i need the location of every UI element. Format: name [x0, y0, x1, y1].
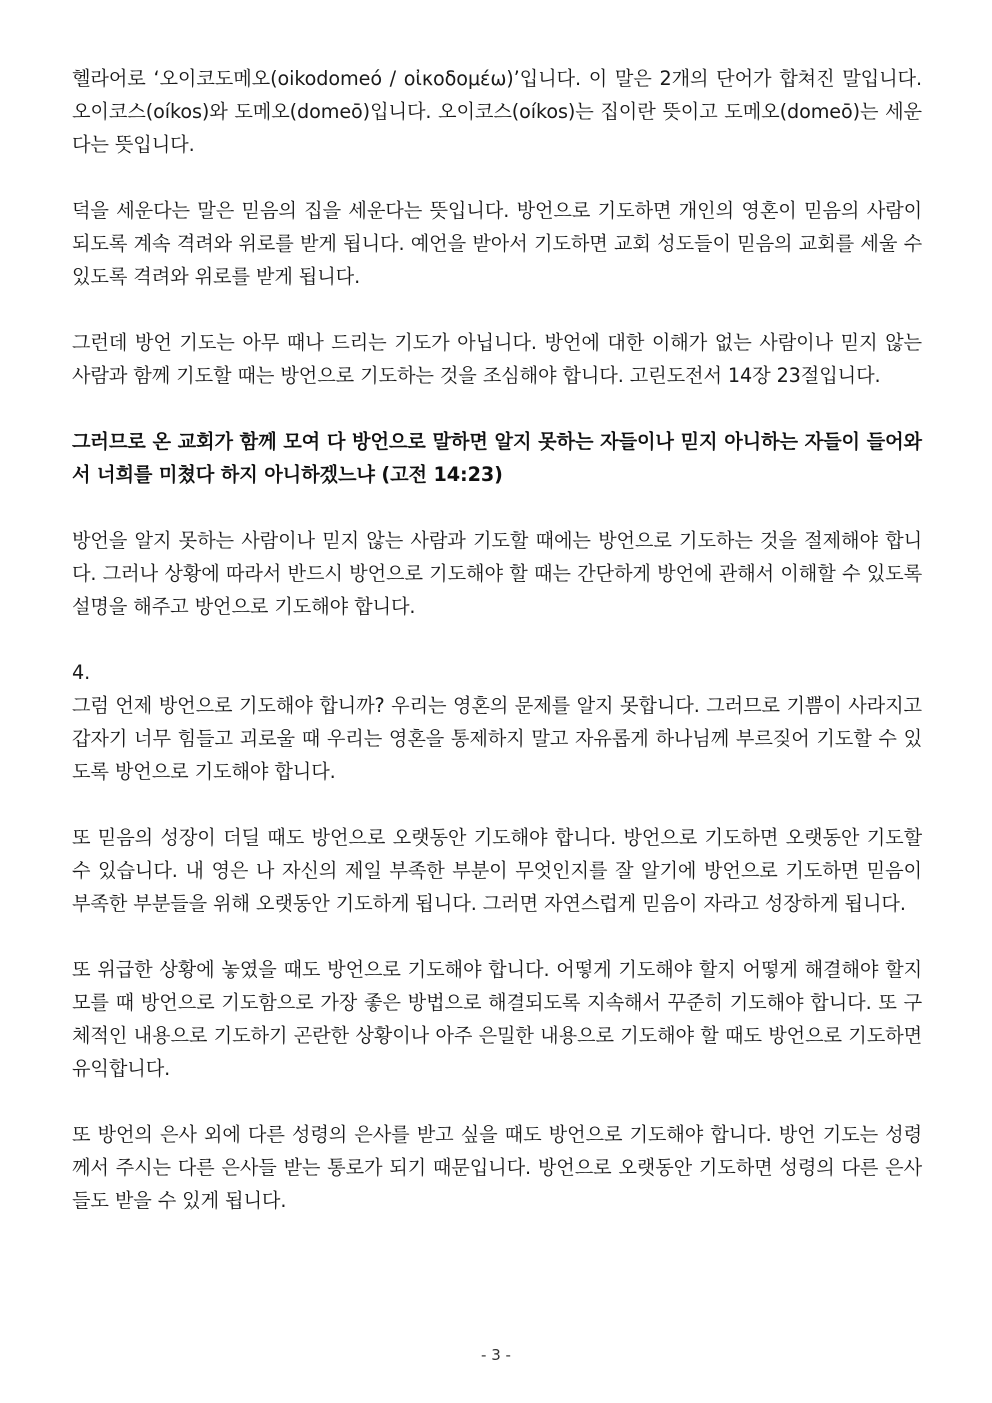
- paragraph-spacer: [72, 920, 922, 953]
- scripture-quote-1cor-14-23: 그러므로 온 교회가 함께 모여 다 방언으로 말하면 알지 못하는 자들이나 믿지 아니하는 자들이 들어와서 너희를 미쳤다 하지 아니하겠느냐 (고전 14:23): [72, 430, 922, 486]
- paragraph-spacer: [72, 491, 922, 524]
- paragraph-spacer: [72, 1085, 922, 1118]
- paragraph-slow-growth: 또 믿음의 성장이 더딜 때도 방언으로 오랫동안 기도해야 합니다. 방언으로 기도하면 오랫동안 기도할 수 있습니다. 내 영은 나 자신의 제일 부족한 부분이 무엇인지를 잘 알기에 방언으로 기도하면 믿음이 부족한 부분들을 위해 오랫동안 기도하게 됩니다. 그러면 자연스럽게 믿음이 자라고 성장하게 됩니다.: [72, 826, 922, 915]
- paragraph-spacer: [72, 392, 922, 425]
- paragraph-when-to-pray: 그럼 언제 방언으로 기도해야 합니까? 우리는 영혼의 문제를 알지 못합니다. 그러므로 기쁨이 사라지고 갑자기 너무 힘들고 괴로울 때 우리는 영혼을 통제하지 말고 자유롭게 하나님께 부르짖어 기도할 수 있도록 방언으로 기도해야 합니다.: [72, 694, 922, 783]
- paragraph-spacer: [72, 623, 922, 656]
- paragraph-caution-tongues: 그런데 방언 기도는 아무 때나 드리는 기도가 아닙니다. 방언에 대한 이해가 없는 사람이나 믿지 않는 사람과 함께 기도할 때는 방언으로 기도하는 것을 조심해야 합니다. 고린도전서 14장 23절입니다.: [72, 331, 922, 387]
- page-number: - 3 -: [481, 1346, 511, 1364]
- paragraph-restraint: 방언을 알지 못하는 사람이나 믿지 않는 사람과 기도할 때에는 방언으로 기도하는 것을 절제해야 합니다. 그러나 상황에 따라서 반드시 방언으로 기도해야 할 때는 간단하게 방언에 관해서 이해할 수 있도록 설명을 해주고 방언으로 기도해야 합니다.: [72, 529, 922, 618]
- paragraph-spacer: [72, 788, 922, 821]
- paragraph-spacer: [72, 293, 922, 326]
- paragraph-emergency: 또 위급한 상황에 놓였을 때도 방언으로 기도해야 합니다. 어떻게 기도해야 할지 어떻게 해결해야 할지 모를 때 방언으로 기도함으로 가장 좋은 방법으로 해결되도록 지속해서 꾸준히 기도해야 합니다. 또 구체적인 내용으로 기도하기 곤란한 상황이나 아주 은밀한 내용으로 기도해야 할 때도 방언으로 기도하면 유익합니다.: [72, 958, 922, 1080]
- section-number: 4.: [72, 661, 91, 684]
- paragraph-other-gifts: 또 방언의 은사 외에 다른 성령의 은사를 받고 싶을 때도 방언으로 기도해야 합니다. 방언 기도는 성령께서 주시는 다른 은사들 받는 통로가 되기 때문입니다. 방언으로 오랫동안 기도하면 성령의 다른 은사들도 받을 수 있게 됩니다.: [72, 1123, 922, 1212]
- paragraph-spacer: [72, 161, 922, 194]
- document-body: [72, 62, 922, 1217]
- paragraph-oikodomeo-etymology: 헬라어로 ‘오이코도메오(oikodomeó / οἰκοδομέω)’입니다. 이 말은 2개의 단어가 합쳐진 말입니다. 오이코스(oíkos)와 도메오(domeō)입니다. 오이코스(oíkos)는 집이란 뜻이고 도메오(domeō)는 세운다는 뜻입니다.: [72, 67, 922, 156]
- paragraph-building-faith: 덕을 세운다는 말은 믿음의 집을 세운다는 뜻입니다. 방언으로 기도하면 개인의 영혼이 믿음의 사람이 되도록 계속 격려와 위로를 받게 됩니다. 예언을 받아서 기도하면 교회 성도들이 믿음의 교회를 세울 수 있도록 격려와 위로를 받게 됩니다.: [72, 199, 922, 288]
